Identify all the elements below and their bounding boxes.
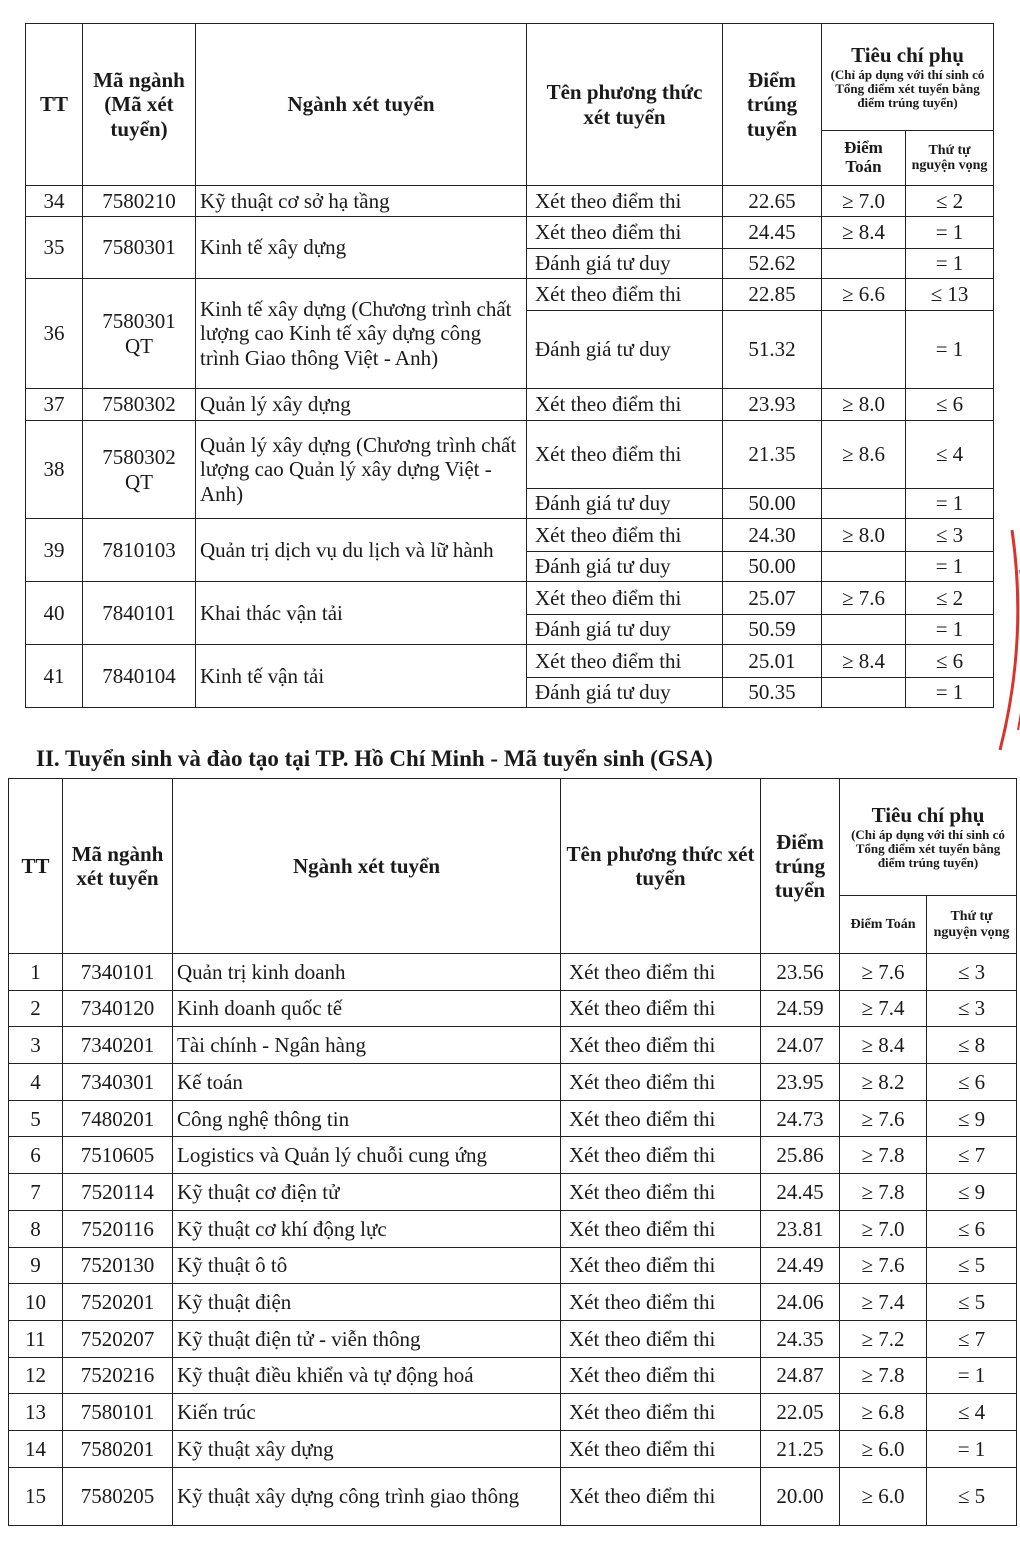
row-major: Kế toán <box>173 1064 561 1101</box>
table-row <box>9 1247 1017 1284</box>
row-math: ≥ 8.4 <box>840 1027 927 1064</box>
row-major: Kỹ thuật điện tử - viễn thông <box>173 1320 561 1357</box>
row-order: ≤ 3 <box>906 519 994 552</box>
row-math <box>822 311 906 389</box>
row-math: ≥ 7.0 <box>822 186 906 217</box>
row-code: 7520201 <box>63 1284 173 1321</box>
row-tt: 38 <box>26 421 83 519</box>
row-method: Xét theo điểm thi <box>561 1467 761 1525</box>
row-order: ≤ 2 <box>906 186 994 217</box>
row-math: ≥ 7.0 <box>840 1210 927 1247</box>
row-math: ≥ 7.8 <box>840 1137 927 1174</box>
row-major: Kỹ thuật điều khiển và tự động hoá <box>173 1357 561 1394</box>
row-tt: 1 <box>9 954 63 991</box>
row-method: Xét theo điểm thi <box>561 990 761 1027</box>
header-major: Ngành xét tuyển <box>196 24 527 186</box>
row-method: Đánh giá tư duy <box>527 552 723 582</box>
row-order: = 1 <box>906 489 994 519</box>
row-score: 50.59 <box>723 615 822 645</box>
row-score: 50.00 <box>723 489 822 519</box>
row-code: 7340301 <box>63 1064 173 1101</box>
row-major: Logistics và Quản lý chuỗi cung ứng <box>173 1137 561 1174</box>
row-tt: 3 <box>9 1027 63 1064</box>
section-heading: II. Tuyển sinh và đào tạo tại TP. Hồ Chí Minh - Mã tuyển sinh (GSA) <box>36 746 713 771</box>
row-math: ≥ 6.8 <box>840 1394 927 1431</box>
row-score: 24.45 <box>723 217 822 249</box>
row-order: ≤ 7 <box>927 1320 1017 1357</box>
row-order: ≤ 4 <box>927 1394 1017 1431</box>
row-score: 24.45 <box>761 1174 840 1211</box>
row-math: ≥ 8.0 <box>822 389 906 421</box>
row-code: 7520114 <box>63 1174 173 1211</box>
row-major: Kinh tế xây dựng <box>196 217 527 279</box>
row-math: ≥ 7.8 <box>840 1357 927 1394</box>
row-math: ≥ 8.6 <box>822 421 906 489</box>
row-order: ≤ 3 <box>927 954 1017 991</box>
table-row <box>9 1064 1017 1101</box>
row-order: ≤ 9 <box>927 1174 1017 1211</box>
row-order: ≤ 3 <box>927 990 1017 1027</box>
row-code: 7520216 <box>63 1357 173 1394</box>
row-order: = 1 <box>906 678 994 708</box>
sub-criteria-note: (Chỉ áp dụng với thí sinh có Tổng điểm xét tuyển bằng điểm trúng tuyển) <box>851 826 1005 871</box>
row-method: Xét theo điểm thi <box>561 1247 761 1284</box>
row-math <box>822 615 906 645</box>
row-major: Quản lý xây dựng (Chương trình chất lượng cao Quản lý xây dựng Việt - Anh) <box>196 421 527 519</box>
sub-criteria-title: Tiêu chí phụ <box>871 803 985 828</box>
row-code: 7520130 <box>63 1247 173 1284</box>
header-tt: TT <box>9 779 63 954</box>
row-method: Xét theo điểm thi <box>561 1027 761 1064</box>
row-order: = 1 <box>927 1357 1017 1394</box>
row-major: Kỹ thuật cơ sở hạ tầng <box>196 186 527 217</box>
row-major: Kỹ thuật xây dựng <box>173 1430 561 1467</box>
row-score: 20.00 <box>761 1467 840 1525</box>
table-row <box>9 1137 1017 1174</box>
row-method: Đánh giá tư duy <box>527 489 723 519</box>
row-score: 24.87 <box>761 1357 840 1394</box>
row-method: Xét theo điểm thi <box>561 1100 761 1137</box>
row-score: 21.25 <box>761 1430 840 1467</box>
table-row <box>26 519 994 552</box>
row-code: 7520207 <box>63 1320 173 1357</box>
header-math: Điểm Toán <box>822 131 906 186</box>
sub-criteria-title: Tiêu chí phụ <box>851 43 964 68</box>
admission-table-hcmc <box>8 778 1017 1526</box>
row-method: Xét theo điểm thi <box>561 1210 761 1247</box>
sub-criteria-note: (Chỉ áp dụng với thí sinh có Tổng điểm xét tuyển bằng điểm trúng tuyển) <box>830 66 985 111</box>
row-code: 7580301 <box>83 217 196 279</box>
row-method: Xét theo điểm thi <box>527 389 723 421</box>
row-math: ≥ 7.2 <box>840 1320 927 1357</box>
row-score: 51.32 <box>723 311 822 389</box>
row-tt: 7 <box>9 1174 63 1211</box>
row-score: 50.35 <box>723 678 822 708</box>
row-order: ≤ 6 <box>927 1210 1017 1247</box>
row-major: Công nghệ thông tin <box>173 1100 561 1137</box>
table-row <box>9 1430 1017 1467</box>
header-major: Ngành xét tuyển <box>173 779 561 954</box>
row-code: 7580301 QT <box>83 279 196 389</box>
row-major: Tài chính - Ngân hàng <box>173 1027 561 1064</box>
row-major: Khai thác vận tải <box>196 582 527 645</box>
table-row <box>26 421 994 489</box>
table-row <box>9 1320 1017 1357</box>
row-order: ≤ 7 <box>927 1137 1017 1174</box>
row-score: 22.05 <box>761 1394 840 1431</box>
row-major: Kỹ thuật cơ khí động lực <box>173 1210 561 1247</box>
row-major: Quản lý xây dựng <box>196 389 527 421</box>
table-row <box>9 1027 1017 1064</box>
row-score: 24.07 <box>761 1027 840 1064</box>
row-tt: 39 <box>26 519 83 582</box>
row-score: 23.95 <box>761 1064 840 1101</box>
row-tt: 8 <box>9 1210 63 1247</box>
row-score: 25.07 <box>723 582 822 615</box>
row-score: 24.59 <box>761 990 840 1027</box>
row-method: Xét theo điểm thi <box>527 645 723 678</box>
row-code: 7580302 QT <box>83 421 196 519</box>
row-tt: 35 <box>26 217 83 279</box>
header-tt: TT <box>26 24 83 186</box>
row-order: ≤ 13 <box>906 279 994 311</box>
row-method: Xét theo điểm thi <box>527 217 723 249</box>
row-major: Kinh tế xây dựng (Chương trình chất lượng cao Kinh tế xây dựng công trình Giao thông Việt - Anh) <box>196 279 527 389</box>
row-method: Đánh giá tư duy <box>527 615 723 645</box>
row-tt: 15 <box>9 1467 63 1525</box>
row-method: Xét theo điểm thi <box>561 1174 761 1211</box>
row-tt: 14 <box>9 1430 63 1467</box>
row-code: 7580201 <box>63 1430 173 1467</box>
row-math: ≥ 6.0 <box>840 1430 927 1467</box>
row-method: Xét theo điểm thi <box>527 421 723 489</box>
table-row <box>9 990 1017 1027</box>
row-score: 24.49 <box>761 1247 840 1284</box>
row-code: 7520116 <box>63 1210 173 1247</box>
row-score: 22.65 <box>723 186 822 217</box>
row-tt: 12 <box>9 1357 63 1394</box>
row-code: 7580302 <box>83 389 196 421</box>
row-tt: 5 <box>9 1100 63 1137</box>
table-row <box>26 279 994 311</box>
row-major: Kiến trúc <box>173 1394 561 1431</box>
table-row <box>26 582 994 615</box>
row-method: Xét theo điểm thi <box>527 186 723 217</box>
row-method: Xét theo điểm thi <box>527 279 723 311</box>
row-tt: 4 <box>9 1064 63 1101</box>
header-sub-criteria <box>840 779 1017 896</box>
row-math: ≥ 8.0 <box>822 519 906 552</box>
row-major: Quản trị dịch vụ du lịch và lữ hành <box>196 519 527 582</box>
row-score: 23.56 <box>761 954 840 991</box>
row-math <box>822 552 906 582</box>
row-method: Xét theo điểm thi <box>561 954 761 991</box>
row-order: = 1 <box>906 217 994 249</box>
row-score: 25.01 <box>723 645 822 678</box>
row-score: 21.35 <box>723 421 822 489</box>
row-order: ≤ 4 <box>906 421 994 489</box>
row-method: Xét theo điểm thi <box>527 519 723 552</box>
header-method: Tên phương thức xét tuyển <box>527 24 723 186</box>
table1-body <box>26 186 994 708</box>
row-order: ≤ 6 <box>906 645 994 678</box>
admission-table-hanoi <box>25 23 994 708</box>
row-score: 23.93 <box>723 389 822 421</box>
header-method: Tên phương thức xét tuyển <box>561 779 761 954</box>
row-math <box>822 489 906 519</box>
row-tt: 41 <box>26 645 83 708</box>
row-order: = 1 <box>906 249 994 279</box>
row-order: = 1 <box>906 311 994 389</box>
row-tt: 10 <box>9 1284 63 1321</box>
row-code: 7340120 <box>63 990 173 1027</box>
row-score: 52.62 <box>723 249 822 279</box>
row-math <box>822 678 906 708</box>
header-math: Điểm Toán <box>840 896 927 954</box>
row-math: ≥ 7.6 <box>840 954 927 991</box>
row-order: ≤ 5 <box>927 1284 1017 1321</box>
row-score: 24.73 <box>761 1100 840 1137</box>
row-order: ≤ 9 <box>927 1100 1017 1137</box>
table2-body <box>9 954 1017 1526</box>
table-row <box>9 1284 1017 1321</box>
row-math: ≥ 8.4 <box>822 645 906 678</box>
row-order: ≤ 2 <box>906 582 994 615</box>
row-math: ≥ 7.6 <box>840 1247 927 1284</box>
header-code: Mã ngành xét tuyển <box>63 779 173 954</box>
row-order: = 1 <box>906 615 994 645</box>
row-score: 24.35 <box>761 1320 840 1357</box>
table-row <box>26 389 994 421</box>
row-math: ≥ 7.8 <box>840 1174 927 1211</box>
row-code: 7580101 <box>63 1394 173 1431</box>
row-order: ≤ 6 <box>927 1064 1017 1101</box>
row-math: ≥ 7.6 <box>822 582 906 615</box>
row-tt: 13 <box>9 1394 63 1431</box>
row-tt: 36 <box>26 279 83 389</box>
table-row <box>9 1174 1017 1211</box>
row-tt: 11 <box>9 1320 63 1357</box>
table-row <box>26 217 994 249</box>
row-major: Kỹ thuật xây dựng công trình giao thông <box>173 1467 561 1525</box>
row-method: Xét theo điểm thi <box>561 1357 761 1394</box>
row-code: 7840104 <box>83 645 196 708</box>
row-tt: 9 <box>9 1247 63 1284</box>
row-method: Xét theo điểm thi <box>561 1320 761 1357</box>
row-method: Đánh giá tư duy <box>527 311 723 389</box>
table-row <box>9 1100 1017 1137</box>
row-score: 22.85 <box>723 279 822 311</box>
row-code: 7510605 <box>63 1137 173 1174</box>
row-order: ≤ 5 <box>927 1247 1017 1284</box>
row-math: ≥ 8.4 <box>822 217 906 249</box>
row-tt: 37 <box>26 389 83 421</box>
row-method: Xét theo điểm thi <box>561 1284 761 1321</box>
header-code: Mã ngành (Mã xét tuyển) <box>83 24 196 186</box>
row-method: Đánh giá tư duy <box>527 249 723 279</box>
row-score: 24.30 <box>723 519 822 552</box>
table-row <box>9 1357 1017 1394</box>
row-score: 50.00 <box>723 552 822 582</box>
row-method: Xét theo điểm thi <box>561 1394 761 1431</box>
row-score: 23.81 <box>761 1210 840 1247</box>
table-row <box>9 1467 1017 1525</box>
row-method: Xét theo điểm thi <box>561 1137 761 1174</box>
row-order: ≤ 6 <box>906 389 994 421</box>
row-method: Đánh giá tư duy <box>527 678 723 708</box>
row-order: = 1 <box>927 1430 1017 1467</box>
row-tt: 6 <box>9 1137 63 1174</box>
row-major: Kỹ thuật điện <box>173 1284 561 1321</box>
row-score: 25.86 <box>761 1137 840 1174</box>
stamp-fragment-icon <box>990 530 1020 760</box>
row-code: 7480201 <box>63 1100 173 1137</box>
row-math <box>822 249 906 279</box>
row-code: 7580205 <box>63 1467 173 1525</box>
header-score: Điểm trúng tuyển <box>761 779 840 954</box>
row-major: Kỹ thuật cơ điện tử <box>173 1174 561 1211</box>
table-row <box>9 1210 1017 1247</box>
row-tt: 2 <box>9 990 63 1027</box>
row-code: 7580210 <box>83 186 196 217</box>
row-math: ≥ 7.4 <box>840 1284 927 1321</box>
row-math: ≥ 7.6 <box>840 1100 927 1137</box>
row-method: Xét theo điểm thi <box>561 1430 761 1467</box>
header-order: Thứ tự nguyện vọng <box>906 131 994 186</box>
header-score: Điểm trúng tuyển <box>723 24 822 186</box>
row-code: 7340101 <box>63 954 173 991</box>
row-math: ≥ 8.2 <box>840 1064 927 1101</box>
row-method: Xét theo điểm thi <box>561 1064 761 1101</box>
row-code: 7340201 <box>63 1027 173 1064</box>
row-math: ≥ 7.4 <box>840 990 927 1027</box>
row-score: 24.06 <box>761 1284 840 1321</box>
row-code: 7840101 <box>83 582 196 645</box>
row-major: Kỹ thuật ô tô <box>173 1247 561 1284</box>
row-major: Kinh tế vận tải <box>196 645 527 708</box>
row-order: ≤ 5 <box>927 1467 1017 1525</box>
header-sub-criteria <box>822 24 994 131</box>
header-order: Thứ tự nguyện vọng <box>927 896 1017 954</box>
row-order: = 1 <box>906 552 994 582</box>
row-major: Quản trị kinh doanh <box>173 954 561 991</box>
row-tt: 40 <box>26 582 83 645</box>
row-major: Kinh doanh quốc tế <box>173 990 561 1027</box>
table-row <box>26 186 994 217</box>
row-math: ≥ 6.0 <box>840 1467 927 1525</box>
table-row <box>9 1394 1017 1431</box>
row-order: ≤ 8 <box>927 1027 1017 1064</box>
table-row <box>26 645 994 678</box>
row-math: ≥ 6.6 <box>822 279 906 311</box>
table-row <box>9 954 1017 991</box>
row-method: Xét theo điểm thi <box>527 582 723 615</box>
row-code: 7810103 <box>83 519 196 582</box>
row-tt: 34 <box>26 186 83 217</box>
